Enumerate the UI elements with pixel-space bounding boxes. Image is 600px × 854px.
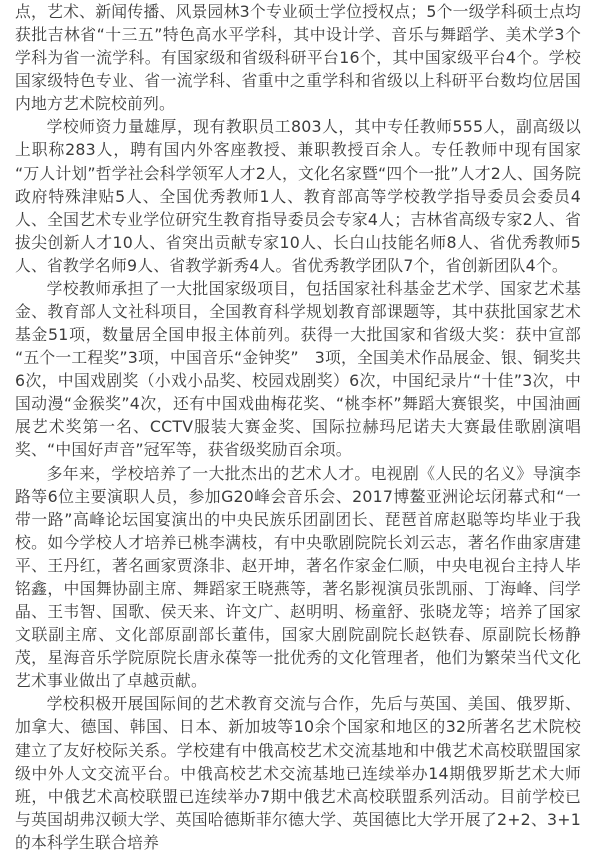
paragraph-projects-awards: 学校教师承担了一大批国家级项目，包括国家社科基金艺术学、国家艺术基金、教育部人文社科项目，全国教育科学规划教育部课题等，其中获批国家艺术基金51项，数量居全国申报主体前列。获得一大批国家和省级大奖：获中宣部“五个一工程奖”3项，中国音乐“金钟奖” 3项，全国美术作品展金、银、铜奖共6次，中国戏剧奖（小戏小品奖、校园戏剧奖）6次，中国纪录片“十佳”3次，中国动漫“金猴奖”4次，还有中国戏曲梅花奖、“桃李杯”舞蹈大赛银奖，中国油画展艺术奖第一名、CCTV服装大赛金奖、国际拉赫玛尼诺夫大赛最佳歌剧演唱奖、“中国好声音”冠军等，获省级奖励百余项。: [15, 278, 581, 460]
paragraph-international-exchange: 学校积极开展国际间的艺术教育交流与合作，先后与英国、美国、俄罗斯、加拿大、德国、韩国、日本、新加坡等10余个国家和地区的32所著名艺术院校建立了友好校际关系。学校建有中俄高校艺术交流基地和中俄艺术高校联盟国家级中外人文交流平台。中俄高校艺术交流基地已连续举办14期俄罗斯艺术大师班，中俄艺术高校联盟已连续举办7期中俄艺术高校联盟系列活动。目前学校已与英国胡弗汉顿大学、英国哈德斯菲尔德大学、英国德比大学开展了2+2、3+1的本科学生联合培养: [15, 694, 581, 852]
paragraph-alumni: 多年来，学校培养了一大批杰出的艺术人才。电视剧《人民的名义》导演李路等6位主要演职人员，参加G20峰会音乐会、2017博鳌亚洲论坛闭幕式和“一带一路”高峰论坛国宴演出的中央民族乐团副团长、琵琶首席赵聪等均毕业于我校。如今学校人才培养已桃李满枝，有中央歌剧院院长刘云志，著名作曲家唐建平、王丹红，著名画家贾涤非、赵开坤，著名作家金仁顺，中央电视台主持人毕铭鑫，中国舞协副主席、舞蹈家王晓燕等，著名影视演员张凯丽、丁海峰、闫学晶、王韦智、国歌、侯天来、许文广、赵明明、杨童舒、张晓龙等；培养了国家文联副主席、文化部原副部长董伟，国家大剧院副院长赵铁春、原副院长杨静茂，星海音乐学院原院长唐永葆等一批优秀的文化管理者，他们为繁荣当代文化艺术事业做出了卓越贡献。: [15, 463, 581, 691]
paragraph-continuation: 点，艺术、新闻传播、风景园林3个专业硕士学位授权点；5个一级学科硕士点均获批吉林省“十三五”特色高水平学科，其中设计学、音乐与舞蹈学、美术学3个学科为省一流学科。有国家级和省级科研平台16个，其中国家级平台4个。学校国家级特色专业、省一流学科、省重中之重学科和省级以上科研平台数均位居国内地方艺术院校前列。: [15, 2, 581, 114]
paragraph-faculty: 学校师资力量雄厚，现有教职员工803人，其中专任教师555人，副高级以上职称283人，聘有国内外客座教授、兼职教授百余人。专任教师中现有国家“万人计划”哲学社会科学领军人才2人，文化名家暨“四个一批”人才2人、国务院政府特殊津贴5人、全国优秀教师1人、教育部高等学校教学指导委员会委员4人、全国艺术专业学位研究生教育指导委员会专家4人；吉林省高级专家2人、省拔尖创新人才10人、省突出贡献专家10人、长白山技能名师8人、省优秀教师5人、省教学名师9人、省教学新秀4人。省优秀教学团队7个，省创新团队4个。: [15, 117, 581, 275]
